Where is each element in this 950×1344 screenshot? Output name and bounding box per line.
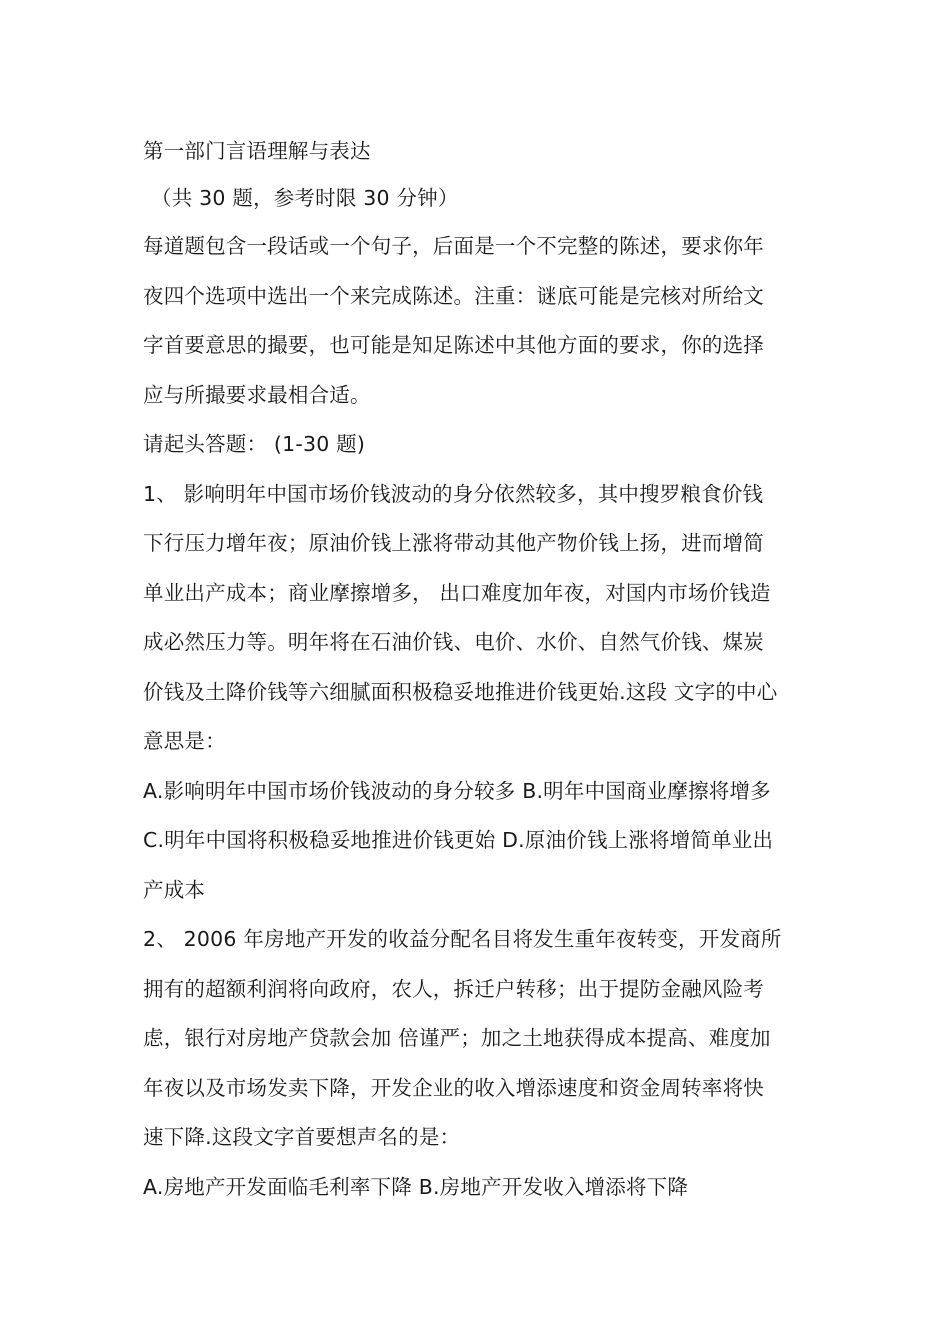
option-line: A.影响明年中国市场价钱波动的身分较多 B.明年中国商业摩擦将增多 <box>143 778 771 803</box>
instructions-paragraph <box>143 222 808 420</box>
question-1 <box>143 470 808 916</box>
instruction-line: 每道题包含一段话或一个句子，后面是一个不完整的陈述，要求你年 <box>143 234 764 258</box>
start-prompt: 请起头答题： (1-30 题) <box>143 432 366 456</box>
question-text-line: 年夜以及市场发卖下降，开发企业的收入增添速度和资金周转率将快 <box>143 1075 764 1100</box>
question-text-line: 拥有的超额利润将向政府，农人，拆迁户转移；出于提防金融风险考 <box>143 976 764 1001</box>
instruction-line: 夜四个选项中选出一个来完成陈述。注重：谜底可能是完核对所给文 <box>143 283 764 308</box>
question-text-line: 下行压力增年夜；原油价钱上涨将带动其他产物价钱上扬，进而增简 <box>143 531 764 555</box>
option-line: 产成本 <box>143 877 206 902</box>
question-2 <box>143 915 808 1212</box>
option-line: C.明年中国将积极稳妥地推进价钱更始 D.原油价钱上涨将增简单业出 <box>143 828 774 852</box>
document-content <box>143 128 808 1212</box>
option-line: A.房地产开发面临毛利率下降 B.房地产开发收入增添将下降 <box>143 1174 689 1199</box>
question-text-line: 单业出产成本；商业摩擦增多， 出口难度加年夜，对国内市场价钱造 <box>143 580 771 605</box>
question-text-line: 1、 影响明年中国市场价钱波动的身分依然较多，其中搜罗粮食价钱 <box>143 481 764 506</box>
question-text-line: 2、 2006 年房地产开发的收益分配名目将发生重年夜转变，开发商所 <box>143 927 782 951</box>
question-text-line: 成必然压力等。明年将在石油价钱、电价、水价、自然气价钱、煤炭 <box>143 630 764 654</box>
question-text-line: 意思是： <box>143 729 226 753</box>
question-text-line: 虑，银行对房地产贷款会加 倍谨严；加之土地获得成本提高、难度加 <box>143 1026 771 1050</box>
section-subtitle: （共 30 题，参考时限 30 分钟） <box>151 186 459 210</box>
instruction-line: 字首要意思的撮要，也可能是知足陈述中其他方面的要求，你的选择 <box>143 333 764 357</box>
section-title: 第一部门言语理解与表达 <box>143 139 371 163</box>
question-text-line: 速下降.这段文字首要想声名的是： <box>143 1125 461 1149</box>
instruction-line: 应与所撮要求最相合适。 <box>143 382 371 407</box>
question-text-line: 价钱及土降价钱等六细腻面积极稳妥地推进价钱更始.这段 文字的中心 <box>143 679 778 704</box>
